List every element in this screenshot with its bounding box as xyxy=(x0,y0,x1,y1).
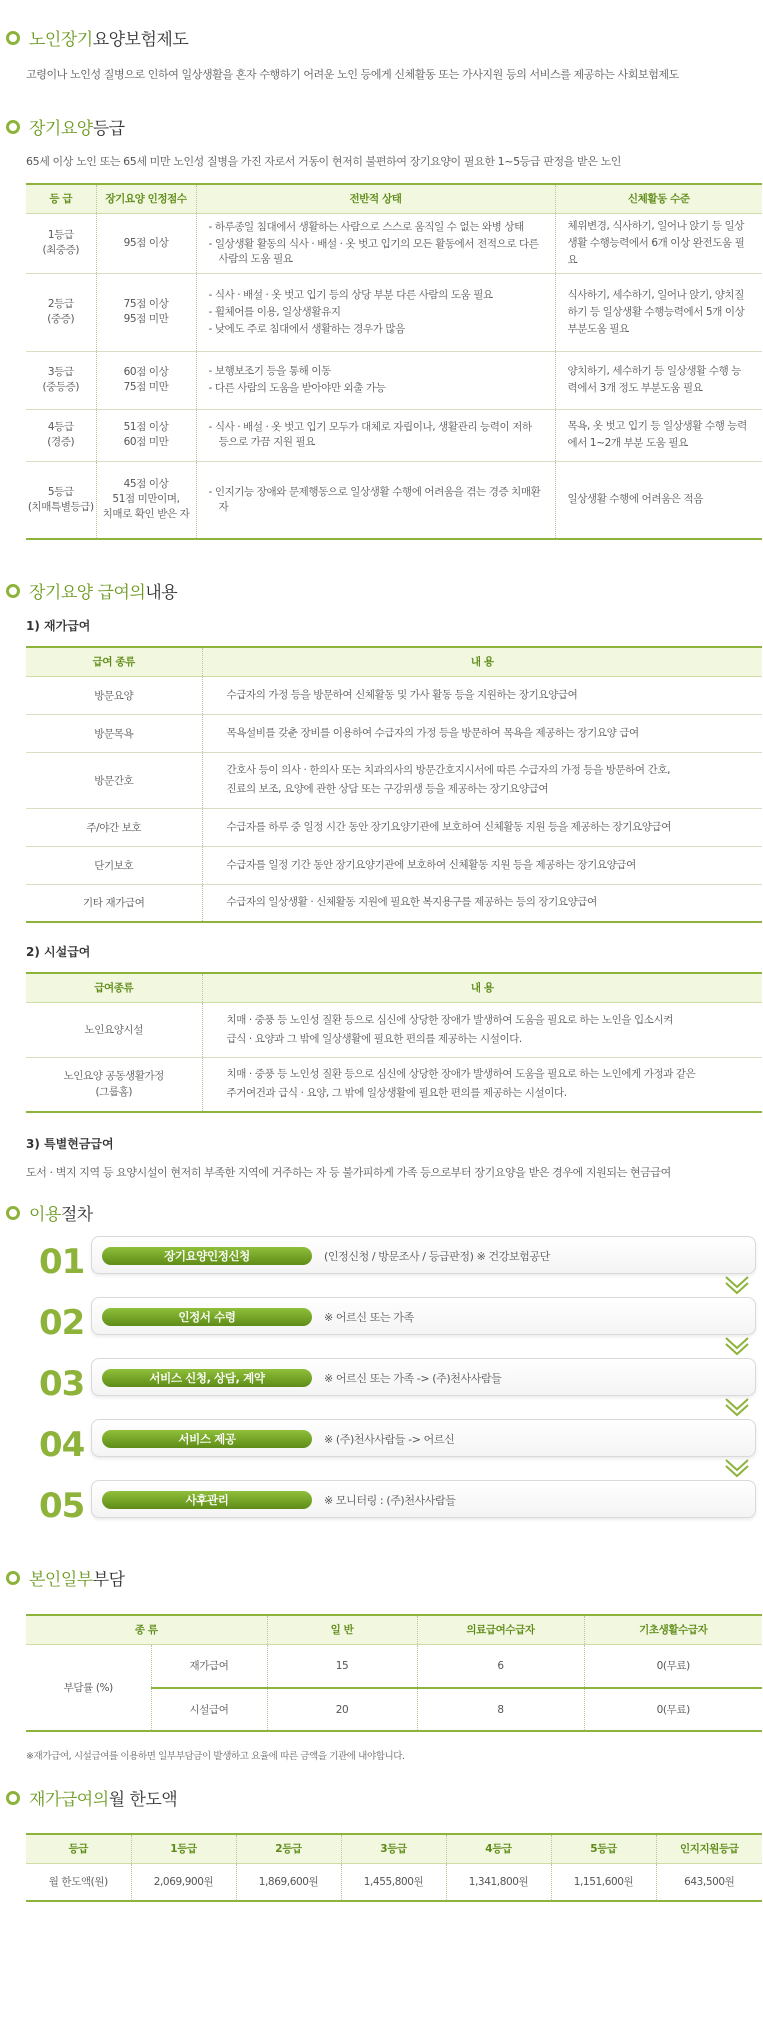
table-row xyxy=(26,1057,762,1112)
facility-content xyxy=(202,1057,762,1112)
section-title-copay xyxy=(6,1565,763,1590)
benefit-type: 주/야간 보호 xyxy=(26,808,202,846)
state-text: 일상생활 활동의 식사 · 배설 · 옷 벗고 입기의 모든 활동에서 전적으로 다른 사람의 도움 필요 xyxy=(214,237,539,265)
step-label-pill: 인정서 수령 xyxy=(102,1308,312,1326)
table-row xyxy=(26,1002,762,1057)
subheading-facility: 2) 시설급여 xyxy=(26,945,91,959)
level-cell: 체위변경, 식사하기, 일어나 앉기 등 일상생활 수행능력에서 6개 이상 완전도움 필요 xyxy=(555,213,762,273)
state-item xyxy=(209,305,543,320)
dash-bullet: - xyxy=(208,237,215,250)
level-cell: 일상생활 수행에 어려움은 적음 xyxy=(555,461,762,539)
state-text: 하루종일 침대에서 생활하는 사람으로 스스로 움직일 수 없는 와병 상태 xyxy=(214,220,524,233)
grade-line: (치매특별등급) xyxy=(27,500,94,513)
table-row xyxy=(26,1863,762,1901)
state-list xyxy=(209,364,543,396)
limit-value: 2,069,900원 xyxy=(131,1863,236,1901)
grades-table xyxy=(26,183,762,540)
section-copay xyxy=(0,1565,763,1762)
state-text: 다른 사람의 도움을 받아야만 외출 가능 xyxy=(214,382,386,394)
step-number: 02 xyxy=(39,1303,85,1343)
ring-bullet-icon xyxy=(6,120,20,134)
title-part-dark: 월 한도액 xyxy=(108,1790,178,1810)
score-line: 95점 이상 xyxy=(123,236,169,249)
limit-value: 1,151,600원 xyxy=(551,1863,656,1901)
section-procedure xyxy=(0,1200,763,1225)
ring-bullet-icon xyxy=(6,1206,20,1220)
score-cell xyxy=(96,213,196,273)
home-care-table xyxy=(26,646,762,923)
content-line: 수급자를 하루 중 일정 시간 동안 장기요양기관에 보호하여 신체활동 지원 등을 제공하는 장기요양급여 xyxy=(226,820,671,833)
content-line: 수급자의 일상생활 · 신체활동 지원에 필요한 복지용구를 제공하는 등의 장기요양급여 xyxy=(226,896,597,909)
grade-line: 1등급 xyxy=(47,229,74,241)
copay-header-kind: 종 류 xyxy=(26,1615,267,1644)
home-care-header-content: 내 용 xyxy=(202,647,762,676)
ring-bullet-icon xyxy=(6,1571,20,1585)
content-line: 수급자의 가정 등을 방문하여 신체활동 및 가사 활동 등을 지원하는 장기요양급여 xyxy=(226,688,578,701)
grades-header-level: 신체활동 수준 xyxy=(555,184,762,213)
table-row xyxy=(26,273,762,351)
grade-line: 2등급 xyxy=(47,298,74,310)
copay-basic: 0(무료) xyxy=(584,1688,762,1731)
title-part-dark: 요양보험제도 xyxy=(92,30,189,50)
limit-value: 월 한도액(원) xyxy=(26,1863,131,1901)
grade-line: 3등급 xyxy=(47,366,74,378)
grade-line: 5등급 xyxy=(47,485,74,498)
grades-description: 65세 이상 노인 또는 65세 미만 노인성 질병을 가진 자로서 거동이 현저히 불편하여 장기요양이 필요한 1~5등급 판정을 받은 노인 xyxy=(26,155,621,168)
step-description: (인정신청 / 방문조사 / 등급판정) ※ 건강보험공단 xyxy=(324,1250,550,1263)
state-text: 휠체어를 이용, 일상생활유지 xyxy=(214,305,341,318)
ring-bullet-icon xyxy=(6,1791,20,1805)
procedure-step xyxy=(39,1297,761,1359)
subheading-home-care: 1) 재가급여 xyxy=(26,619,91,633)
dash-bullet: - xyxy=(208,220,215,233)
state-item xyxy=(209,220,543,235)
content-line: 치매 · 중풍 등 노인성 질환 등으로 심신에 상당한 장애가 발생하여 도움을 필요로 하는 노인에게 가정과 같은 xyxy=(226,1068,696,1081)
score-line: 75점 미만 xyxy=(123,381,169,393)
section-insurance xyxy=(0,25,763,82)
benefit-content xyxy=(202,676,762,714)
limit-header: 등급 xyxy=(26,1834,131,1863)
content-line: 간호사 등이 의사 · 한의사 또는 치과의사의 방문간호지시서에 따른 수급자의 가정 등을 방문하여 간호, xyxy=(226,764,671,776)
state-item xyxy=(209,485,543,515)
limit-header: 3등급 xyxy=(341,1834,446,1863)
score-line: 45점 이상 xyxy=(123,478,169,491)
table-row xyxy=(26,846,762,884)
state-item xyxy=(209,364,543,379)
state-text: 낮에도 주로 침대에서 생활하는 경우가 많음 xyxy=(214,322,405,335)
state-cell xyxy=(196,213,555,273)
score-line: 51점 미만이며, xyxy=(112,493,180,506)
content-line: 목욕설비를 갖춘 장비를 이용하여 수급자의 가정 등을 방문하여 목욕을 제공하는 장기요양 급여 xyxy=(226,726,639,739)
level-cell: 식사하기, 세수하기, 일어나 앉기, 양치질하기 등 일상생활 수행능력에서 5개 이상 부분도움 필요 xyxy=(555,273,762,351)
grade-cell xyxy=(26,213,96,273)
step-number: 05 xyxy=(39,1486,85,1526)
limit-value: 1,341,800원 xyxy=(446,1863,551,1901)
dash-bullet: - xyxy=(208,382,215,394)
facility-content xyxy=(202,1002,762,1057)
benefit-content xyxy=(202,714,762,752)
table-row xyxy=(26,213,762,273)
title-part-green: 재가급여의 xyxy=(29,1790,109,1810)
score-line: 치매로 확인 받은 자 xyxy=(102,508,190,521)
ring-bullet-icon xyxy=(6,584,20,598)
step-box xyxy=(91,1419,756,1457)
step-number: 01 xyxy=(39,1242,85,1282)
title-part-green: 장기요양 xyxy=(29,119,93,139)
type-line: (그룹홈) xyxy=(95,1086,133,1099)
limit-value: 643,500원 xyxy=(656,1863,762,1901)
state-text: 식사 · 배설 · 옷 벗고 입기 모두가 대체로 자립이나, 생활관리 능력이 저하 등으로 가끔 지원 필요 xyxy=(214,421,532,448)
limit-header: 2등급 xyxy=(236,1834,341,1863)
title-part-dark: 내용 xyxy=(145,583,178,603)
grade-cell xyxy=(26,461,96,539)
type-line: 노인요양시설 xyxy=(84,1023,143,1036)
section-benefits xyxy=(0,578,763,1180)
content-line: 수급자를 일정 기간 동안 장기요양기관에 보호하여 신체활동 지원 등을 제공하는 장기요양급여 xyxy=(226,858,636,871)
level-cell: 목욕, 옷 벗고 입기 등 일상생활 수행 능력에서 1~2개 부분 도움 필요 xyxy=(555,409,762,461)
state-item xyxy=(209,381,543,396)
facility-table xyxy=(26,972,762,1113)
grade-line: (경증) xyxy=(47,436,75,448)
copay-kind: 시설급여 xyxy=(151,1688,267,1731)
benefit-content xyxy=(202,808,762,846)
benefit-type: 방문목욕 xyxy=(26,714,202,752)
chevron-down-icon xyxy=(723,1396,751,1418)
step-description: ※ 어르신 또는 가족 xyxy=(324,1311,414,1324)
score-line: 60점 미만 xyxy=(123,436,169,448)
score-line: 51점 이상 xyxy=(123,421,169,433)
table-row xyxy=(26,752,762,808)
table-row xyxy=(26,676,762,714)
chevron-down-icon xyxy=(723,1335,751,1357)
score-cell xyxy=(96,461,196,539)
title-part-green: 본인일부 xyxy=(29,1570,93,1590)
table-row xyxy=(26,351,762,409)
copay-kind: 재가급여 xyxy=(151,1644,267,1688)
state-list xyxy=(209,485,543,515)
step-box xyxy=(91,1297,756,1335)
home-care-header-type: 급여 종류 xyxy=(26,647,202,676)
copay-general: 15 xyxy=(267,1644,417,1688)
dash-bullet: - xyxy=(208,421,215,433)
dash-bullet: - xyxy=(208,365,215,377)
benefit-content xyxy=(202,846,762,884)
level-cell: 양치하기, 세수하기 등 일상생활 수행 능력에서 3개 정도 부분도움 필요 xyxy=(555,351,762,409)
state-item xyxy=(209,288,543,303)
score-cell xyxy=(96,351,196,409)
state-text: 식사 · 배설 · 옷 벗고 입기 등의 상당 부분 다른 사람의 도움 필요 xyxy=(214,288,493,301)
title-part-green: 이용 xyxy=(29,1205,61,1225)
section-title-insurance xyxy=(6,25,763,50)
copay-note: ※재가급여, 시설급여를 이용하면 일부부담금이 발생하고 요율에 따른 금액을 기관에 내야합니다. xyxy=(26,1751,405,1762)
table-row xyxy=(26,409,762,461)
grade-cell xyxy=(26,351,96,409)
state-cell xyxy=(196,409,555,461)
state-text: 보행보조기 등을 통해 이동 xyxy=(214,365,331,377)
limit-header: 1등급 xyxy=(131,1834,236,1863)
content-line: 급식 · 요양과 그 밖에 일상생활에 필요한 편의를 제공하는 시설이다. xyxy=(226,1032,522,1045)
copay-row-label: 부담률 (%) xyxy=(26,1644,151,1731)
step-label-pill: 장기요양인정신청 xyxy=(102,1247,312,1265)
state-cell xyxy=(196,461,555,539)
grade-cell xyxy=(26,273,96,351)
procedure-step xyxy=(39,1236,761,1298)
step-label-pill: 서비스 제공 xyxy=(102,1430,312,1448)
score-line: 95점 미만 xyxy=(123,313,169,325)
title-part-green: 장기요양 급여의 xyxy=(29,583,146,603)
grade-line: (최중증) xyxy=(42,244,80,256)
step-label-pill: 사후관리 xyxy=(102,1491,312,1509)
state-item xyxy=(209,420,543,450)
type-line: 노인요양 공동생활가정 xyxy=(63,1070,164,1083)
copay-general: 20 xyxy=(267,1688,417,1731)
cash-description: 도서 · 벽지 지역 등 요양시설이 현저히 부족한 지역에 거주하는 자 등 불가피하게 가족 등으로부터 장기요양을 받은 경우에 지원되는 현금급여 xyxy=(26,1166,671,1179)
score-cell xyxy=(96,273,196,351)
procedure-step xyxy=(39,1419,761,1481)
grade-line: 4등급 xyxy=(47,421,74,433)
grades-header-grade: 등 급 xyxy=(26,184,96,213)
limit-header: 5등급 xyxy=(551,1834,656,1863)
content-line: 치매 · 중풍 등 노인성 질환 등으로 심신에 상당한 장애가 발생하여 도움을 필요로 하는 노인을 입소시켜 xyxy=(226,1013,673,1026)
ring-bullet-icon xyxy=(6,31,20,45)
state-cell xyxy=(196,351,555,409)
step-label-pill: 서비스 신청, 상담, 계약 xyxy=(102,1369,312,1387)
limit-header: 4등급 xyxy=(446,1834,551,1863)
insurance-description: 고령이나 노인성 질병으로 인하여 일상생활을 혼자 수행하기 어려운 노인 등에게 신체활동 또는 가사지원 등의 서비스를 제공하는 사회보험제도 xyxy=(26,68,679,81)
copay-header-general: 일 반 xyxy=(267,1615,417,1644)
table-row xyxy=(26,714,762,752)
step-description: ※ 어르신 또는 가족 -> (주)천사사람들 xyxy=(324,1372,502,1385)
facility-header-content: 내 용 xyxy=(202,973,762,1002)
step-description: ※ 모니터링 : (주)천사사람들 xyxy=(324,1494,456,1507)
section-title-grades xyxy=(6,114,763,139)
benefit-content xyxy=(202,752,762,808)
procedure-step xyxy=(39,1358,761,1420)
step-box xyxy=(91,1236,756,1274)
state-item xyxy=(209,322,543,337)
dash-bullet: - xyxy=(208,288,215,301)
facility-header-type: 급여종류 xyxy=(26,973,202,1002)
grades-header-score: 장기요양 인정점수 xyxy=(96,184,196,213)
benefit-type: 방문간호 xyxy=(26,752,202,808)
facility-type xyxy=(26,1057,202,1112)
score-line: 75점 이상 xyxy=(123,298,169,310)
copay-basic: 0(무료) xyxy=(584,1644,762,1688)
section-grades xyxy=(0,114,763,540)
copay-medical: 6 xyxy=(417,1644,584,1688)
facility-type xyxy=(26,1002,202,1057)
benefit-content xyxy=(202,884,762,922)
score-line: 60점 이상 xyxy=(123,366,169,378)
title-part-dark: 등급 xyxy=(92,119,125,139)
copay-header-basic: 기초생활수급자 xyxy=(584,1615,762,1644)
chevron-down-icon xyxy=(723,1274,751,1296)
state-list xyxy=(209,288,543,337)
benefit-type: 단기보호 xyxy=(26,846,202,884)
limit-value: 1,455,800원 xyxy=(341,1863,446,1901)
chevron-down-icon xyxy=(723,1457,751,1479)
copay-medical: 8 xyxy=(417,1688,584,1731)
benefit-type: 방문요양 xyxy=(26,676,202,714)
content-line: 주거여건과 급식 · 요양, 그 밖에 일상생활에 필요한 편의를 제공하는 시설이다. xyxy=(226,1087,567,1100)
state-list xyxy=(209,220,543,267)
procedure-step xyxy=(39,1480,761,1542)
grade-cell xyxy=(26,409,96,461)
table-row xyxy=(26,461,762,539)
section-title-procedure xyxy=(6,1200,763,1225)
copay-header-medical: 의료급여수급자 xyxy=(417,1615,584,1644)
table-row xyxy=(26,1644,762,1688)
step-box xyxy=(91,1480,756,1518)
section-monthly-limit xyxy=(0,1785,763,1902)
subheading-cash: 3) 특별현금급여 xyxy=(26,1137,114,1151)
state-item xyxy=(209,237,543,267)
grade-line: (중등증) xyxy=(42,381,80,393)
grades-header-state: 전반적 상태 xyxy=(196,184,555,213)
title-part-dark: 부담 xyxy=(92,1570,125,1590)
copay-table xyxy=(26,1614,762,1732)
step-number: 03 xyxy=(39,1364,85,1404)
step-box xyxy=(91,1358,756,1396)
monthly-limit-table xyxy=(26,1833,762,1902)
limit-header: 인지지원등급 xyxy=(656,1834,762,1863)
state-text: 인지기능 장애와 문제행동으로 일상생활 수행에 어려움을 겪는 경증 치매환자 xyxy=(214,485,541,513)
section-title-benefits xyxy=(6,578,763,603)
state-list xyxy=(209,420,543,450)
grade-line: (중증) xyxy=(47,313,75,325)
title-part-dark: 절차 xyxy=(60,1205,93,1225)
content-line: 진료의 보조, 요양에 관한 상담 또는 구강위생 등을 제공하는 장기요양급여 xyxy=(226,783,549,795)
score-cell xyxy=(96,409,196,461)
benefit-type: 기타 재가급여 xyxy=(26,884,202,922)
section-title-monthly-limit xyxy=(6,1785,763,1810)
step-description: ※ (주)천사사람들 -> 어르신 xyxy=(324,1433,455,1446)
table-row xyxy=(26,884,762,922)
dash-bullet: - xyxy=(208,485,215,498)
title-part-green: 노인장기 xyxy=(29,30,93,50)
limit-value: 1,869,600원 xyxy=(236,1863,341,1901)
step-number: 04 xyxy=(39,1425,85,1465)
table-row xyxy=(26,808,762,846)
dash-bullet: - xyxy=(208,305,215,318)
dash-bullet: - xyxy=(208,322,215,335)
state-cell xyxy=(196,273,555,351)
